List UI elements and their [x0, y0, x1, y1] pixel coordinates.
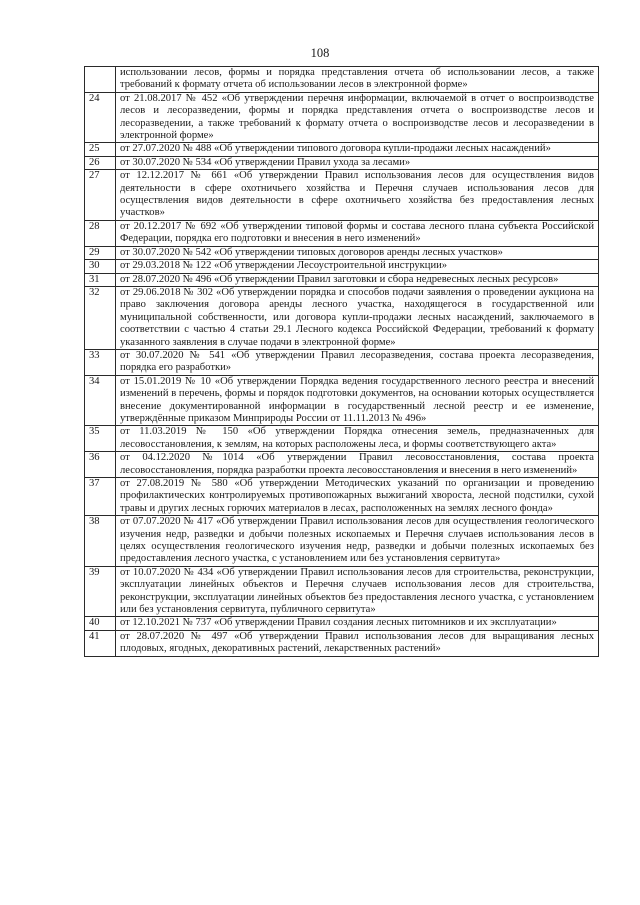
- table-row: [85, 273, 599, 286]
- table-row: [85, 452, 599, 478]
- row-number: 31: [85, 273, 116, 286]
- row-text: от 30.07.2020 № 541 «Об утверждении Правил лесоразведения, состава проекта лесоразведения, порядка его разработки»: [116, 349, 599, 375]
- row-text: от 27.07.2020 № 488 «Об утверждении типового договора купли-продажи лесных насаждений»: [116, 143, 599, 156]
- row-number: [85, 67, 116, 93]
- row-number: 25: [85, 143, 116, 156]
- row-number: 36: [85, 452, 116, 478]
- row-text: от 12.12.2017 № 661 «Об утверждении Правил использования лесов для осуществления видов деятельности в сфере охотничьего хозяйства и Перечня случаев использования лесов для осуществления видов деятельности в сфере охотничьего хозяйства без предоставления лесных участков»: [116, 170, 599, 221]
- table-row: [85, 170, 599, 221]
- row-text: от 30.07.2020 № 542 «Об утверждении типовых договоров аренды лесных участков»: [116, 246, 599, 259]
- table-row: [85, 143, 599, 156]
- row-number: 35: [85, 426, 116, 452]
- row-text: от 29.06.2018 № 302 «Об утверждении порядка и способов подачи заявления о проведении аукциона на право заключения договора аренды лесного участка, находящегося в государственной или муниципальной собственности, или договора купли-продажи лесных насаждений, заключаемого в соответствии с частью 4 статьи 29.1 Лесного кодекса Российской Федерации, требований к формату указанного заявления в случае подачи в электронной форме»: [116, 286, 599, 349]
- row-number: 40: [85, 617, 116, 630]
- row-text: от 10.07.2020 № 434 «Об утверждении Правил использования лесов для строительства, реконструкции, эксплуатации линейных объектов и Перечня случаев использования лесов для строительства, реконструкции, эксплуатации линейных объектов без предоставления лесного участка, с установлением или без установления сервитута, публичного сервитута»: [116, 566, 599, 617]
- table-row: [85, 67, 599, 93]
- page-number: 108: [310, 46, 330, 60]
- document-table: [84, 66, 599, 657]
- row-text: от 28.07.2020 № 496 «Об утверждении Правил заготовки и сбора недревесных лесных ресурсов»: [116, 273, 599, 286]
- table-row: [85, 246, 599, 259]
- row-number: 28: [85, 220, 116, 246]
- row-number: 37: [85, 478, 116, 516]
- row-text: от 15.01.2019 № 10 «Об утверждении Порядка ведения государственного лесного реестра и внесений изменений в перечень, формы и порядок подготовки документов, на основании которых осуществляется внесение документированной информации в государственный лесной реестр и ее изменение, утверждённые приказом Минприроды России от 11.11.2013 № 496»: [116, 375, 599, 426]
- table-row: [85, 426, 599, 452]
- row-number: 30: [85, 260, 116, 273]
- row-number: 26: [85, 156, 116, 169]
- row-text: от 04.12.2020 №1014 «Об утверждении Правил лесовосстановления, состава проекта лесовосстановления, порядка разработки проекта лесовосстановления и внесения в него изменений»: [116, 452, 599, 478]
- row-text: от 29.03.2018 № 122 «Об утверждении Лесоустроительной инструкции»: [116, 260, 599, 273]
- row-text: от 30.07.2020 № 534 «Об утверждении Правил ухода за лесами»: [116, 156, 599, 169]
- table-row: [85, 260, 599, 273]
- row-text: от 12.10.2021 № 737 «Об утверждении Правил создания лесных питомников и их эксплуатации»: [116, 617, 599, 630]
- row-number: 32: [85, 286, 116, 349]
- row-number: 24: [85, 92, 116, 143]
- table-row: [85, 156, 599, 169]
- table-row: [85, 286, 599, 349]
- table-row: [85, 630, 599, 656]
- table-row: [85, 220, 599, 246]
- table-row: [85, 516, 599, 567]
- table-body: [85, 67, 599, 657]
- row-number: 38: [85, 516, 116, 567]
- table-row: [85, 478, 599, 516]
- table-row: [85, 349, 599, 375]
- row-number: 29: [85, 246, 116, 259]
- table-row: [85, 617, 599, 630]
- table-row: [85, 375, 599, 426]
- row-text: от 21.08.2017 № 452 «Об утверждении перечня информации, включаемой в отчет о воспроизводстве лесов и лесоразведении, формы и порядка представления отчета о воспроизводстве лесов и лесоразведении, а также требований к формату отчета о воспроизводстве лесов и лесоразведении в электронной форме»: [116, 92, 599, 143]
- row-number: 33: [85, 349, 116, 375]
- row-text: от 20.12.2017 № 692 «Об утверждении типовой формы и состава лесного плана субъекта Российской Федерации, порядка его подготовки и внесения в него изменений»: [116, 220, 599, 246]
- row-text: от 11.03.2019 № 150 «Об утверждении Порядка отнесения земель, предназначенных для лесовосстановления, к землям, на которых расположены леса, и формы соответствующего акта»: [116, 426, 599, 452]
- row-number: 39: [85, 566, 116, 617]
- table-row: [85, 566, 599, 617]
- row-text: использовании лесов, формы и порядка представления отчета об использовании лесов, а также требований к формату отчета об использовании лесов в электронной форме»: [116, 67, 599, 93]
- row-number: 27: [85, 170, 116, 221]
- row-number: 41: [85, 630, 116, 656]
- row-text: от 07.07.2020 № 417 «Об утверждении Правил использования лесов для осуществления геологического изучения недр, разведки и добычи полезных ископаемых и Перечня случаев использования лесов в целях осуществления геологического изучения недр, разведки и добычи полезных ископаемых без предоставления лесного участка, с установлением или без установления сервитута»: [116, 516, 599, 567]
- row-number: 34: [85, 375, 116, 426]
- row-text: от 27.08.2019 № 580 «Об утверждении Методических указаний по организации и проведению профилактических контролируемых противопожарных выжиганий хвороста, лесной подстилки, сухой травы и других лесных горючих материалов в лесах, расположенных на землях лесного фонда»: [116, 478, 599, 516]
- table-row: [85, 92, 599, 143]
- row-text: от 28.07.2020 № 497 «Об утверждении Правил использования лесов для выращивания лесных плодовых, ягодных, декоративных растений, лекарственных растений»: [116, 630, 599, 656]
